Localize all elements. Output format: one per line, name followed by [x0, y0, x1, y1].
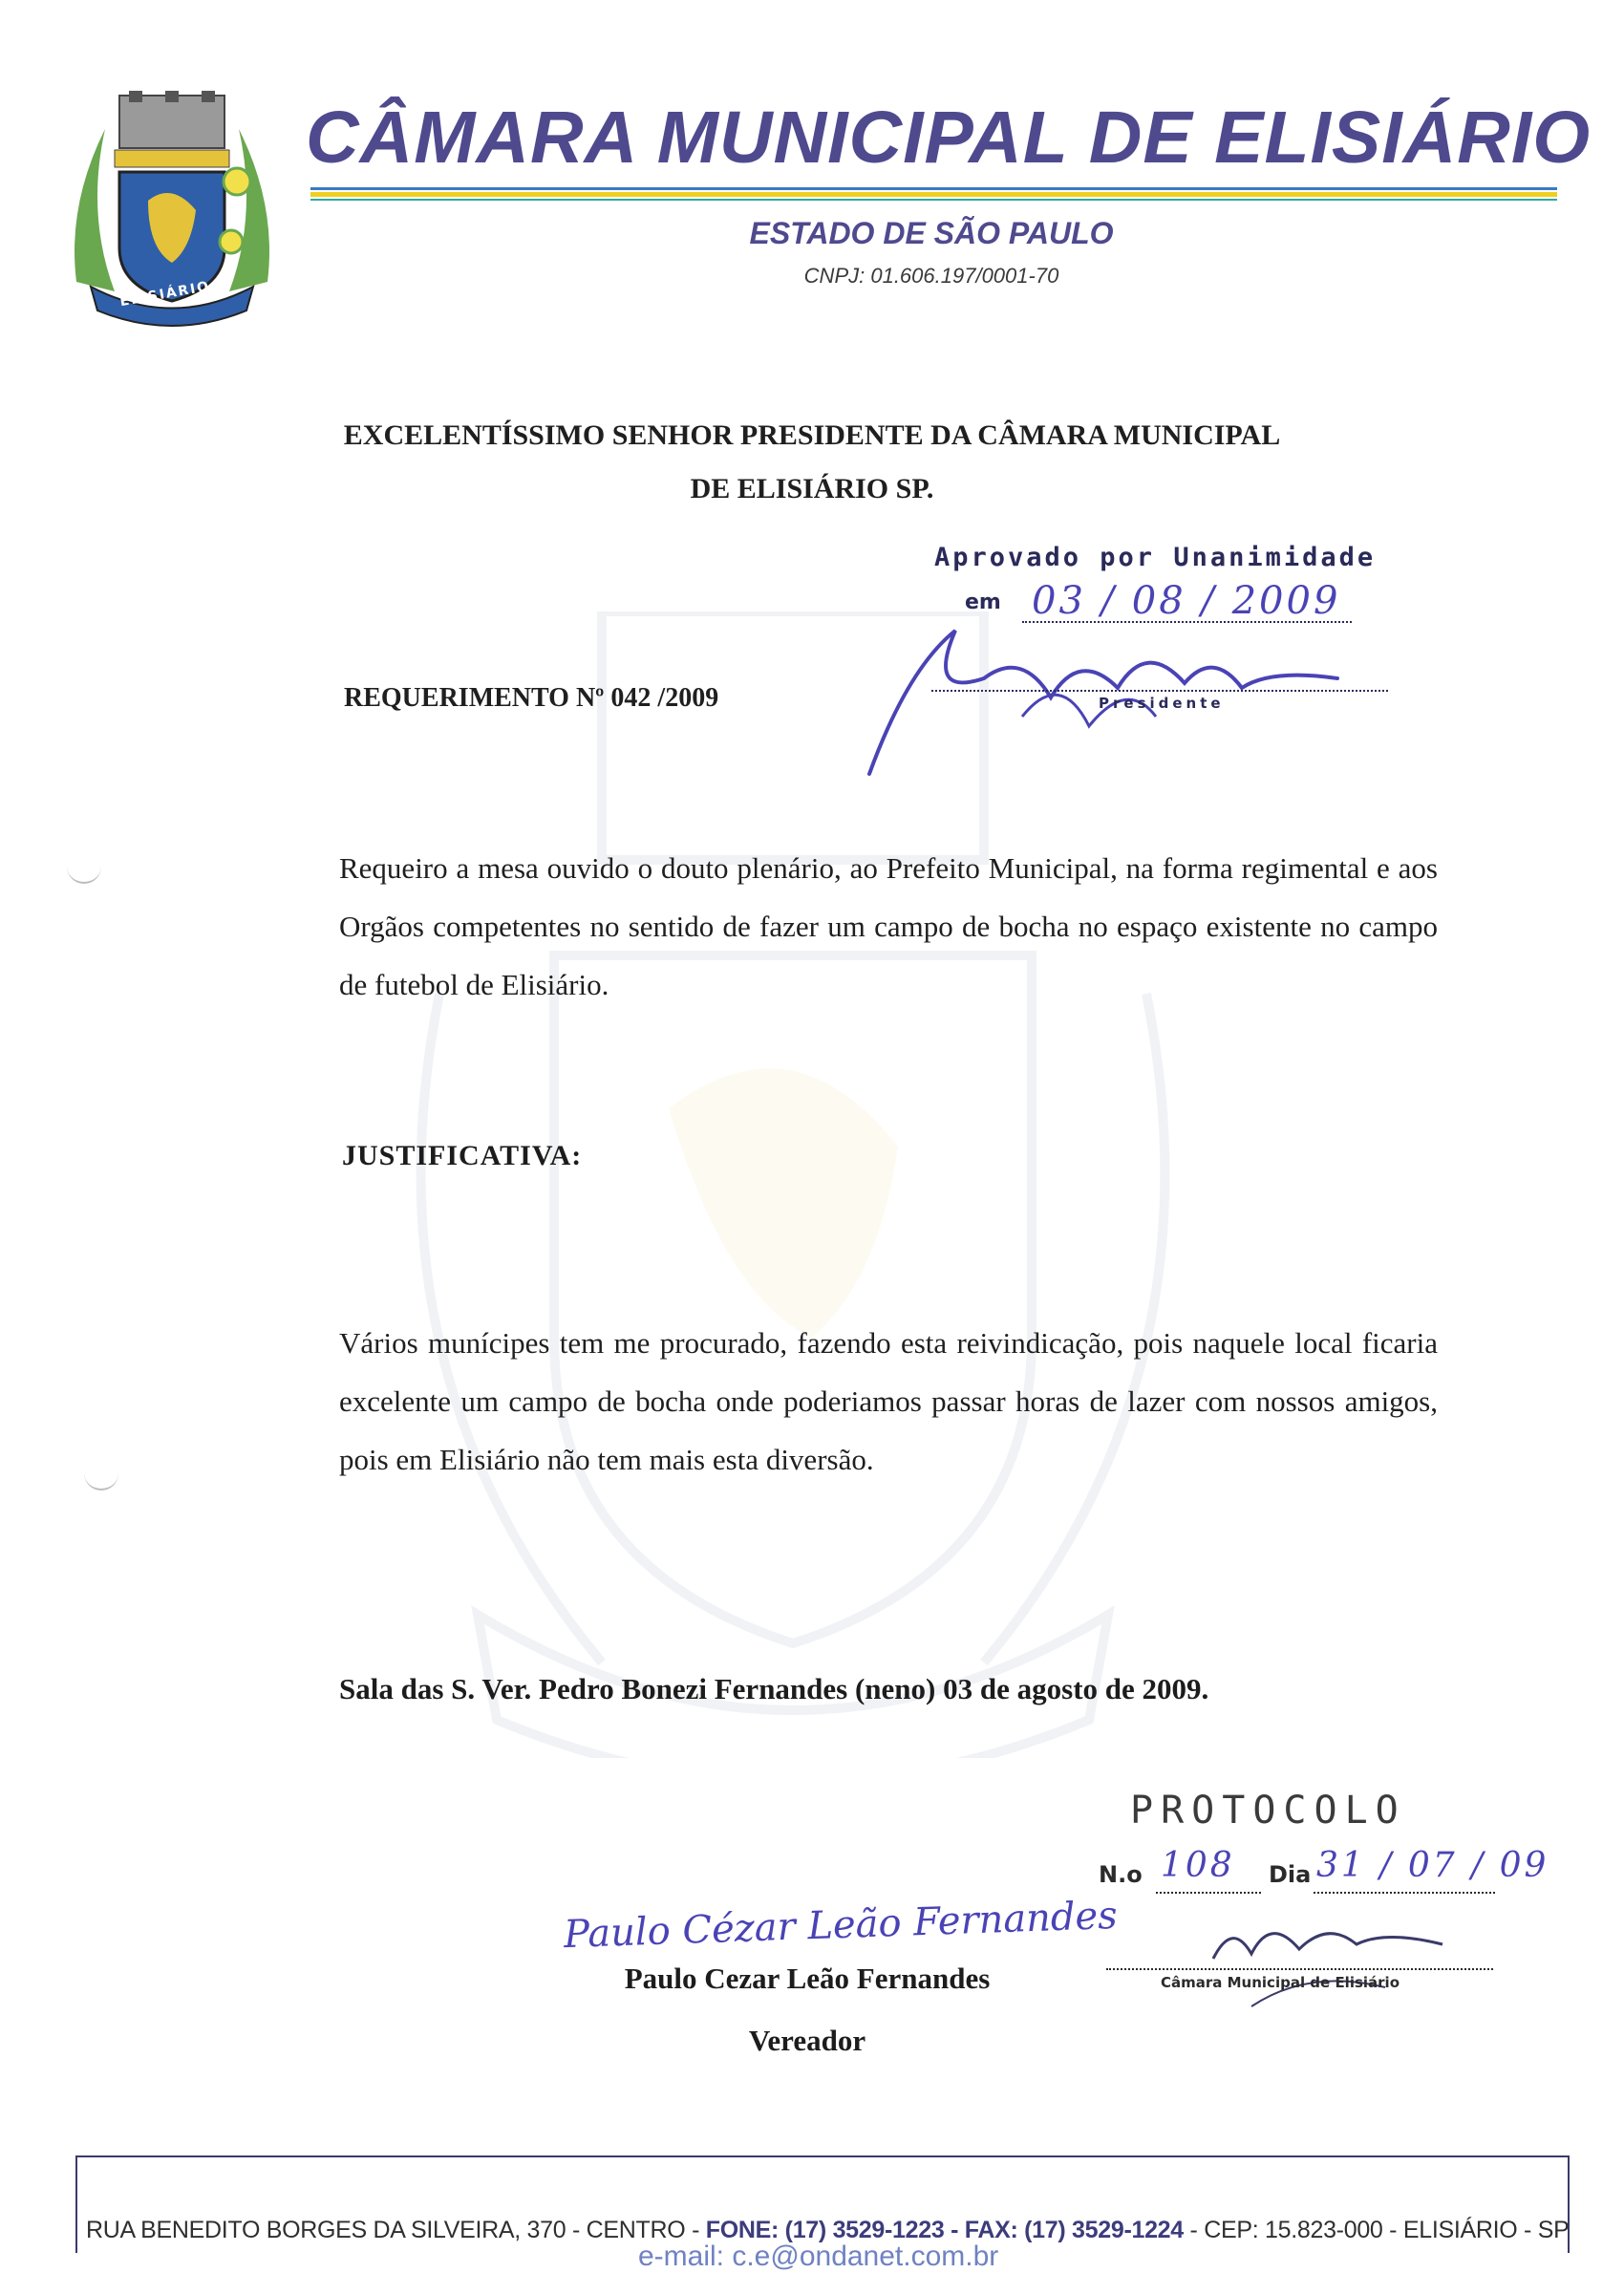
- protocol-day-line: [1314, 1892, 1495, 1894]
- punch-hole-upper: [67, 865, 101, 884]
- protocol-title: PROTOCOLO: [1130, 1789, 1406, 1833]
- crest-label: ELISIÁRIO: [118, 278, 212, 311]
- institution-title: CÂMARA MUNICIPAL DE ELISIÁRIO: [306, 96, 1592, 179]
- requirement-body: Requeiro a mesa ouvido o douto plenário, ao Prefeito Municipal, na forma regimental e aos Orgãos competentes no sentido de fazer um campo de bocha no espaço existente no campo de futebol de Elisiário.: [339, 851, 1438, 1001]
- requirement-number: REQUERIMENTO Nº 042 /2009: [344, 683, 719, 713]
- signer-name: Paulo Cezar Leão Fernandes: [624, 1962, 991, 1995]
- protocol-signature-line: [1106, 1968, 1493, 1970]
- header-rule-teal: [310, 199, 1557, 201]
- signer-signature: Paulo Cézar Leão Fernandes: [563, 1893, 1119, 1958]
- header-rule-blue: [310, 187, 1557, 190]
- approval-stamp-em: em: [965, 590, 1001, 614]
- punch-hole-lower: [84, 1471, 118, 1490]
- protocol-chamber: Câmara Municipal de Elisiário: [1161, 1974, 1400, 1991]
- footer-address-prefix: RUA BENEDITO BORGES DA SILVEIRA, 370 - CENTRO -: [86, 2217, 706, 2243]
- salutation-line-1: EXCELENTÍSSIMO SENHOR PRESIDENTE DA CÂMARA MUNICIPAL: [343, 419, 1281, 451]
- closing-line: Sala das S. Ver. Pedro Bonezi Fernandes (neno) 03 de agosto de 2009.: [339, 1672, 1209, 1705]
- salutation-line-2: DE ELISIÁRIO SP.: [690, 473, 934, 504]
- cnpj: CNPJ: 01.606.197/0001-70: [803, 264, 1059, 288]
- salutation: [191, 409, 1433, 516]
- protocol-day: 31 / 07 / 09: [1316, 1846, 1549, 1885]
- footer-phone: FONE: (17) 3529-1223 - FAX: (17) 3529-1224: [705, 2217, 1184, 2243]
- approval-stamp-text: Aprovado por Unanimidade: [934, 543, 1377, 572]
- protocol-signature: [1194, 1901, 1462, 2016]
- approval-signature-line: [931, 690, 1388, 692]
- protocol-number: 108: [1161, 1846, 1235, 1885]
- justification-heading: JUSTIFICATIVA:: [342, 1140, 583, 1171]
- protocol-day-label: Dia: [1269, 1861, 1312, 1888]
- approval-signer-label: Presidente: [1099, 695, 1225, 712]
- state-name: ESTADO DE SÃO PAULO: [749, 216, 1114, 250]
- signer-role: Vereador: [748, 2024, 866, 2057]
- approval-date: 03 / 08 / 2009: [1032, 579, 1341, 623]
- footer-address-suffix: - CEP: 15.823-000 - ELISIÁRIO - SP: [1183, 2217, 1570, 2243]
- footer-email: e-mail: c.e@ondanet.com.br: [638, 2241, 999, 2272]
- header-rule-yellow: [310, 192, 1557, 197]
- protocol-number-label: N.o: [1099, 1861, 1143, 1888]
- protocol-number-line: [1156, 1892, 1261, 1894]
- justification-body: Vários munícipes tem me procurado, fazendo esta reivindicação, pois naquele local ficaria excelente um campo de bocha onde poderiamos passar horas de lazer com nossos amigos, pois em Elisiário não tem mais esta diversão.: [339, 1326, 1438, 1476]
- crest-watermark: [363, 611, 1223, 1758]
